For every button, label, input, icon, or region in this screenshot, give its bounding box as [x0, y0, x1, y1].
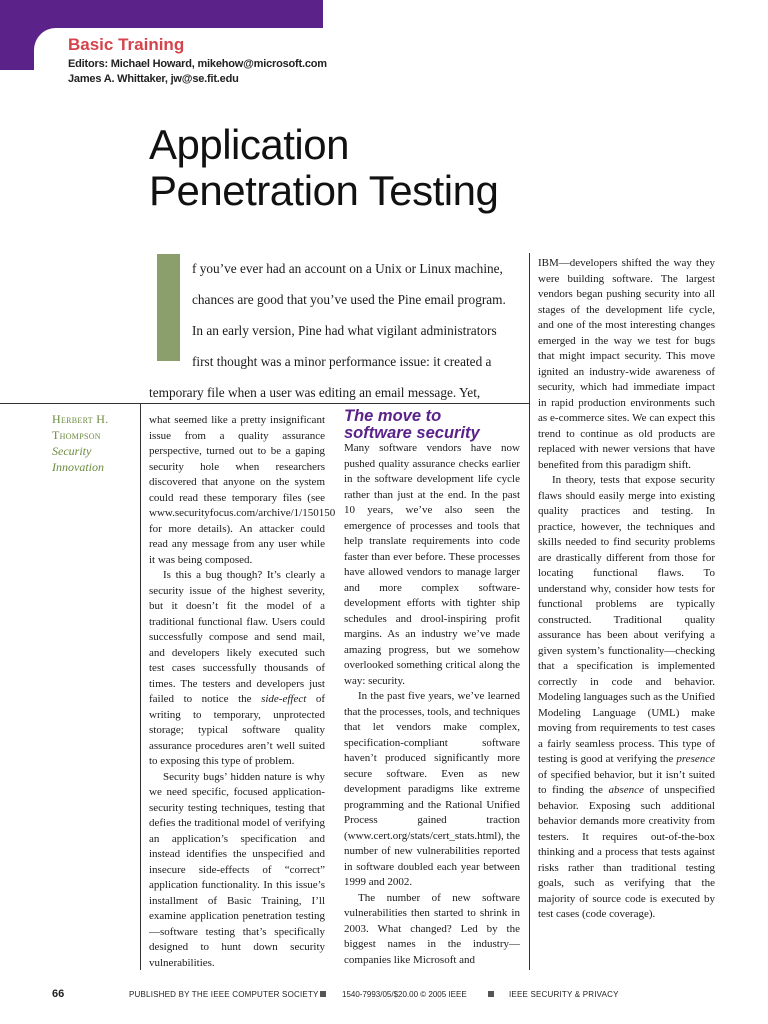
body-text: In theory, tests that expose security flaws should easily merge into existing quality practices and testing. In practice, however, the techniques and skills needed to find security problems are drastically different from those for locating functional flaws. To understand why, consider how tests for functional problems are typically constructed. Traditional quality assurance has been about verifying a given system’s functionality—checking that a specification is implemented correctly in code and behavior. Modeling languages such as the Unified Modeling Language (UML) make moving from requirements to test cases a fairly seamless process. This type of testing is good at verifying the: [538, 474, 715, 765]
body-column-1: [149, 413, 336, 971]
section-heading: [344, 408, 524, 442]
editors-credit: [68, 57, 327, 87]
title-line-1: Application: [149, 121, 349, 168]
body-text: of unspecified behavior. Exposing such additional behavior demands more creativity from testers. It requires out-of-the-box thinking and a process that tests against risks rather than traditional testing goals, such as verifying that the majority of source code is executed by test cases (code coverage).: [538, 784, 715, 920]
header-side-tab: [0, 28, 56, 70]
emphasis-text: presence: [676, 753, 715, 765]
title-line-2: Penetration Testing: [149, 167, 499, 214]
body-paragraph: The number of new software vulnerabilities then started to shrink in 2003. What changed? Led by the biggest names in the industry—companies like Microsoft and: [344, 891, 520, 966]
column-rule-right: [529, 253, 530, 970]
page-footer: [52, 988, 712, 1004]
body-paragraph: [149, 568, 325, 770]
body-paragraph: [538, 473, 715, 923]
body-paragraph: IBM—developers shifted the way they were building software. The largest vendors began pushing security into all stages of the development life cycle, and one of the most interesting changes emerged in the way we test for bugs that might impact security. This move ignited an industry-wide awareness of security, which had immediate impact in rapid production environments such as e-commerce sites. We can expect this trend to continue as old products are replaced with newer versions that have benefited from this paradigm shift.: [538, 257, 715, 471]
author-byline: [52, 411, 136, 475]
lede-line: chances are good that you’ve used the Pine email program.: [192, 292, 506, 307]
editors-line-2: James A. Whittaker, jw@se.fit.edu: [68, 73, 239, 85]
body-text: Is this a bug though? It’s clearly a security issue of the highest severity, but it doesn’t fit the model of a traditional functional flaw. Users could successfully compose and send mail, and developers likely executed such test cases successfully thousands of times. The testers and developers just failed to notice the: [149, 569, 325, 705]
lede-line: temporary file when a user was editing an email message. Yet,: [149, 385, 481, 400]
editors-line-1: Editors: Michael Howard, mikehow@microsoft.com: [68, 58, 327, 70]
section-heading-line-1: The move to: [344, 407, 442, 425]
page-number: 66: [52, 988, 65, 1000]
lede-line: In an early version, Pine had what vigilant administrators: [192, 323, 497, 338]
body-paragraph: what seemed like a pretty insignificant issue from a quality assurance perspective, turned out to be a gaping security hole when researchers discovered that anyone on the system could read these temporary files (see www.securityfocus.com/archive/1/150150 for more details). An attacker could read any message from any user while it was being composed.: [149, 414, 336, 566]
column-rule-left: [140, 403, 141, 970]
author-name-line-2: Thompson: [52, 428, 101, 442]
copyright-notice: 1540-7993/05/$20.00 © 2005 IEEE: [342, 990, 467, 999]
article-title: [149, 122, 498, 214]
body-text: of specified behavior, but it isn’t suited to finding the: [538, 768, 715, 796]
body-text: of writing to temporary, unprotected storage; typical software quality assurance procedures aren’t well suited to exposing this type of problem.: [149, 693, 325, 767]
header-color-bar: [0, 0, 323, 28]
square-bullet-icon: [488, 991, 494, 997]
lede-line: first thought was a minor performance issue: it created a: [192, 354, 492, 369]
author-name-line-1: Herbert H.: [52, 412, 109, 426]
magazine-name: IEEE SECURITY & PRIVACY: [509, 990, 619, 999]
body-column-3: [538, 256, 715, 923]
publisher-credit: PUBLISHED BY THE IEEE COMPUTER SOCIETY: [129, 990, 319, 999]
body-paragraph: In the past five years, we’ve learned that the processes, tools, and techniques that let vendors make complex, specification-compliant software haven’t produced significantly more secure software. Even as new development paradigms like extreme programming and the Rational Unified Process gained traction (www.cert.org/stats/cert_stats.html), the number of new vulnerabilities reported in software doubled each year between 1999 and 2002.: [344, 690, 520, 888]
body-paragraph: Many software vendors have now pushed quality assurance checks earlier in the software development life cycle rather than just at the end. In the past 10 years, we’ve also seen the emergence of processes and tools that help translate requirements into code faster than ever before. These processes have allowed vendors to manage larger and more complex software-development efforts with tighter ship schedules and drool-inspiring profit margins. As an industry we’ve made amazing progress, but we somehow overlooked something critical along the way: security.: [344, 442, 520, 687]
section-heading-line-2: software security: [344, 424, 480, 442]
body-paragraph: Security bugs’ hidden nature is why we need specific, focused application-security testing techniques, testing that defies the traditional model of verifying an application’s specification and instead identifies the unspecified and insecure side-effects of “correct” application functionality. In this issue’s installment of Basic Training, I’ll examine application penetration testing—software testing that’s specifically designed to hunt down security vulnerabilities.: [149, 770, 325, 969]
author-affiliation-line-1: Security: [52, 444, 92, 458]
emphasis-text: side-effect: [261, 693, 307, 705]
author-affiliation-line-2: Innovation: [52, 460, 104, 474]
square-bullet-icon: [320, 991, 326, 997]
horizontal-rule: [0, 403, 529, 404]
lede-paragraph: [149, 253, 520, 408]
lede-line: f you’ve ever had an account on a Unix or Linux machine,: [192, 261, 503, 276]
emphasis-text: absence: [608, 784, 644, 796]
department-label: Basic Training: [68, 35, 185, 54]
body-column-2: [344, 441, 520, 968]
